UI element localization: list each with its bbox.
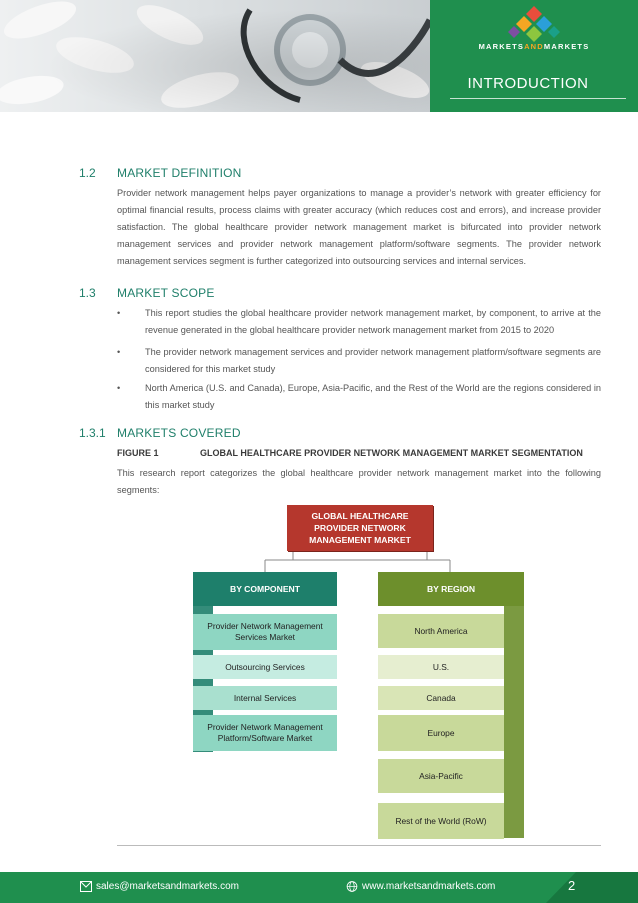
diagram-item-line: Services Market [234, 632, 296, 642]
region-item: Europe [378, 715, 504, 751]
section-number: 1.2 [79, 166, 96, 180]
bullet-icon: • [117, 383, 121, 393]
diagram-item-line: Provider Network Management [207, 621, 323, 631]
section-heading: MARKET DEFINITION [117, 166, 242, 180]
section-heading: MARKETS COVERED [117, 426, 241, 440]
bullet-icon: • [117, 347, 121, 357]
list-item-text: North America (U.S. and Canada), Europe, Asia-Pacific, and the Rest of the World are the regions considered in this market study [145, 383, 601, 410]
diagram-item-line: Provider Network Management [207, 722, 323, 732]
list-item-text: The provider network management services and provider network management platform/software segments are considered for this market study [145, 347, 601, 374]
diagram-root-box [287, 505, 433, 551]
footer-email-link[interactable]: sales@marketsandmarkets.com [96, 881, 239, 892]
market-definition-paragraph: Provider network management helps payer organizations to manage a provider’s network with greater efficiency for optimal financial results, process claims with greater accuracy (which reduces cost and errors), and increase provider satisfaction. The global healthcare provider network management market is bifurcated into provider network management services and provider network management platform/software segments. The provider network management services segment is further categorized into outsourcing services and internal services. [117, 188, 601, 266]
region-item: Canada [378, 686, 504, 710]
brand-name: MARKETSANDMARKETS [478, 42, 590, 51]
figure-title: GLOBAL HEALTHCARE PROVIDER NETWORK MANAGEMENT MARKET SEGMENTATION [200, 448, 583, 458]
divider [117, 845, 601, 846]
bullet-icon: • [117, 308, 121, 318]
list-item-text: This report studies the global healthcare provider network management market, by component, to arrive at the revenue generated in the global healthcare provider network management market from 2015 to 2020 [145, 308, 601, 335]
diagram-root-line: PROVIDER NETWORK [314, 523, 406, 533]
component-item [193, 614, 337, 650]
section-heading: MARKET SCOPE [117, 286, 215, 300]
section-number: 1.3.1 [79, 426, 106, 440]
region-item: Rest of the World (RoW) [378, 803, 504, 839]
component-item: Internal Services [193, 686, 337, 710]
page-number: 2 [568, 878, 576, 893]
region-item: U.S. [378, 655, 504, 679]
diagram-root-line: MANAGEMENT MARKET [309, 535, 411, 545]
section-number: 1.3 [79, 286, 96, 300]
mail-icon [80, 881, 92, 892]
figure-intro-paragraph: This research report categorizes the global healthcare provider network management market into the following segments: [117, 468, 601, 495]
region-item: North America [378, 614, 504, 648]
figure-label: FIGURE 1 [117, 448, 159, 458]
region-item: Asia-Pacific [378, 759, 504, 793]
page-section-title: INTRODUCTION [467, 75, 589, 92]
component-item [193, 715, 337, 751]
diagram-item-line: Platform/Software Market [217, 733, 313, 743]
component-item: Outsourcing Services [193, 655, 337, 679]
component-header: BY COMPONENT [193, 572, 337, 606]
region-header: BY REGION [378, 572, 524, 606]
footer-website-link[interactable]: www.marketsandmarkets.com [362, 881, 496, 892]
diagram-root-line: GLOBAL HEALTHCARE [311, 511, 409, 521]
globe-icon [346, 881, 358, 892]
